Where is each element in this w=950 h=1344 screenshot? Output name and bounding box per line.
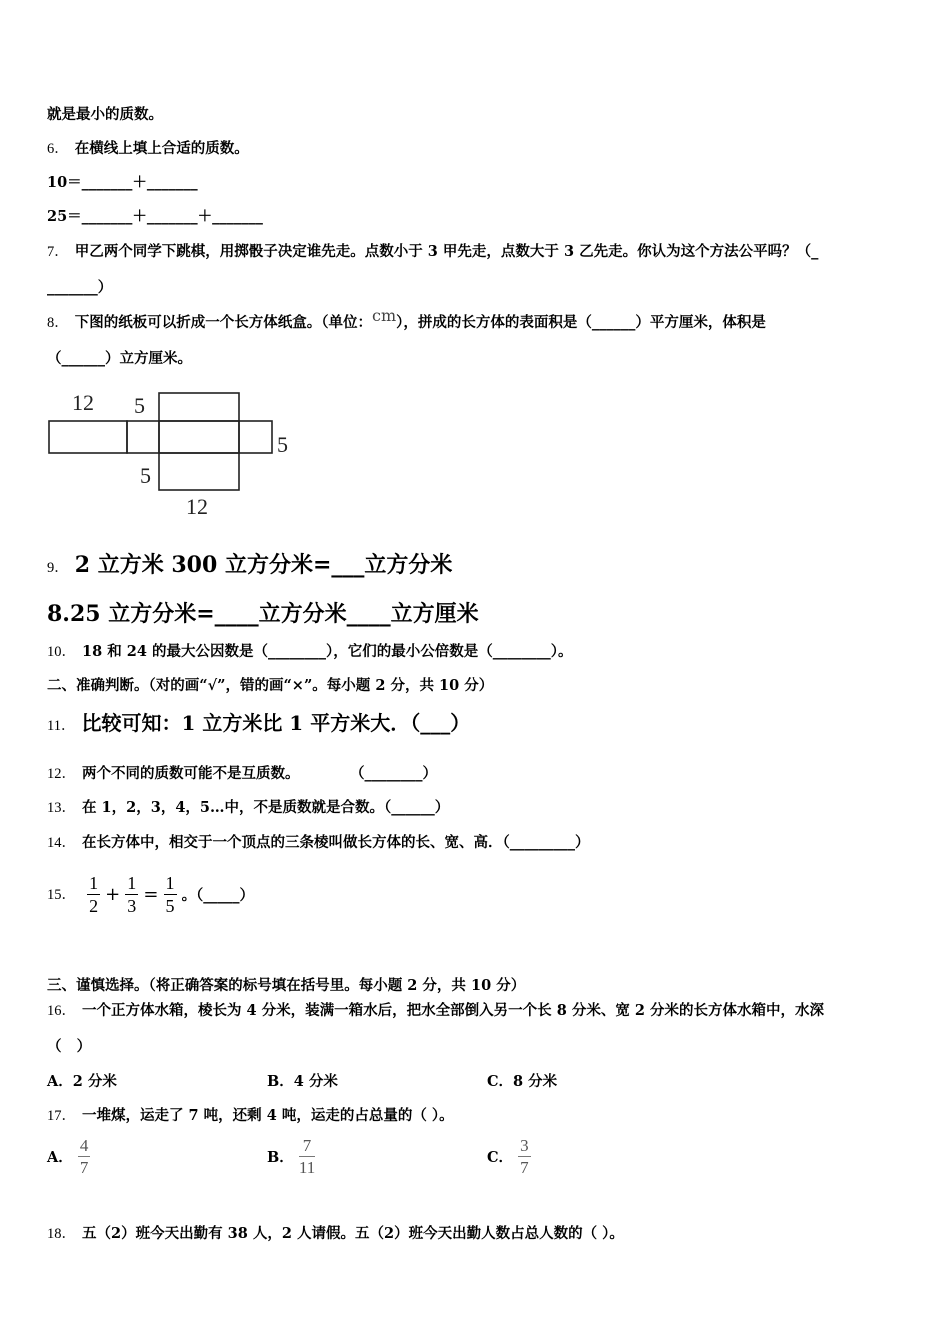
question-number: 6． [47, 141, 69, 157]
question-18 [47, 1222, 624, 1243]
question-text: 比较可知：1 立方米比 1 平方米大．（___） [81, 711, 471, 735]
question-17 [47, 1104, 454, 1125]
numerator: 1 [89, 873, 99, 893]
fraction [299, 1137, 315, 1176]
option-label: B． [267, 1149, 294, 1166]
text-line: 就是最小的质数。 [47, 106, 163, 123]
option-b [267, 1137, 315, 1176]
option-label: A． [47, 1149, 73, 1166]
question-number: 15． [47, 886, 76, 903]
operator: = [143, 884, 159, 905]
question-15 [47, 874, 254, 915]
question-11 [47, 707, 470, 736]
denominator: 2 [89, 896, 99, 916]
section-3-heading: 三、谨慎选择。（将正确答案的标号填在括号里。每小题 2 分，共 10 分） [47, 977, 526, 994]
question-8 [47, 306, 766, 332]
numerator: 7 [299, 1137, 315, 1157]
option-c: C．8 分米 [487, 1073, 558, 1090]
question-13 [47, 796, 449, 817]
fraction [125, 874, 138, 915]
question-number: 7． [47, 244, 69, 260]
section-2-heading: 二、准确判断。（对的画“√”，错的画“×”。每小题 2 分，共 10 分） [47, 677, 494, 694]
question-text: 在横线上填上合适的质数。 [74, 140, 249, 157]
numerator: 3 [520, 1136, 529, 1155]
fraction [518, 1137, 531, 1176]
question-text: 18 和 24 的最大公因数是（________），它们的最小公倍数是（________）。 [82, 643, 573, 660]
question-text: 下图的纸板可以折成一个长方体纸盒。（单位： [74, 314, 372, 331]
question-number: 11． [47, 718, 76, 734]
question-text-2: ），拼成的长方体的表面积是（______）平方厘米，体积是 [396, 314, 766, 331]
question-text: 一个正方体水箱，棱长为 4 分米，装满一箱水后，把水全部倒入另一个长 8 分米、宽 2 分米的长方体水箱中，水深 [82, 1002, 825, 1019]
net-face [239, 421, 272, 453]
net-label: 12 [72, 390, 94, 415]
denominator: 7 [79, 1158, 89, 1177]
question-number: 16． [47, 1003, 76, 1019]
option-a: A．2 分米 [47, 1073, 117, 1090]
question-text: 一堆煤，运走了 7 吨，还剩 4 吨，运走的占总量的（ ）。 [82, 1107, 454, 1124]
question-number: 10． [47, 644, 76, 660]
fraction [164, 874, 177, 915]
question-text: 。（_____） [181, 887, 255, 904]
option-c [487, 1137, 531, 1176]
net-face [127, 421, 159, 453]
q9-continuation: 8.25 立方分米=____立方分米____立方厘米 [47, 601, 479, 627]
question-number: 9． [47, 560, 69, 576]
question-9 [47, 548, 452, 579]
numerator: 1 [165, 873, 175, 893]
question-number: 13． [47, 800, 76, 816]
question-text: 五（2）班今天出勤有 38 人，2 人请假。五（2）班今天出勤人数占总人数的（ ）。 [82, 1225, 624, 1242]
q8-continuation: （______）立方厘米。 [47, 350, 192, 367]
q6-equation-b: 25＝_______＋_______＋_______ [47, 208, 263, 225]
numerator: 1 [127, 873, 137, 893]
box-net-diagram [44, 383, 304, 523]
question-14 [47, 831, 590, 852]
question-7 [47, 240, 818, 261]
numerator: 4 [79, 1136, 89, 1155]
q7-continuation: _______） [47, 279, 113, 296]
question-number: 18． [47, 1226, 76, 1242]
denominator: 11 [298, 1158, 316, 1177]
question-number: 8． [47, 315, 69, 331]
denominator: 3 [127, 896, 137, 916]
net-label: 12 [186, 494, 208, 519]
denominator: 7 [520, 1158, 529, 1177]
option-label: C． [487, 1149, 514, 1166]
option-b: B．4 分米 [267, 1073, 338, 1090]
net-face [159, 393, 239, 421]
option-a [47, 1137, 90, 1176]
question-16 [47, 999, 824, 1020]
denominator: 5 [165, 896, 175, 916]
question-text: 甲乙两个同学下跳棋，用掷骰子决定谁先走。点数小于 3 甲先走，点数大于 3 乙先走。你认为这个方法公平吗？（_ [74, 243, 819, 260]
question-text: 2 立方米 300 立方分米=___立方分米 [74, 552, 453, 578]
net-label: 5 [140, 463, 151, 488]
net-label: 5 [277, 432, 288, 457]
unit-label: cm [372, 306, 397, 325]
question-number: 14． [47, 835, 76, 851]
net-face [159, 421, 239, 453]
q16-continuation: （ ） [47, 1038, 92, 1055]
q6-equation-a: 10＝_______＋_______ [47, 174, 198, 191]
question-text: 在长方体中，相交于一个顶点的三条棱叫做长方体的长、宽、高．（_________） [82, 834, 590, 851]
question-text: 两个不同的质数可能不是互质数。 （________） [82, 765, 437, 782]
question-6 [47, 137, 249, 158]
net-face [49, 421, 127, 453]
question-number: 12． [47, 766, 76, 782]
operator: + [105, 884, 121, 905]
net-face [159, 453, 239, 490]
net-label: 5 [134, 393, 145, 418]
question-10 [47, 640, 573, 661]
fraction [87, 874, 100, 915]
question-number: 17． [47, 1108, 76, 1124]
fraction [78, 1137, 91, 1176]
question-12 [47, 762, 437, 783]
question-text: 在 1，2，3，4，5…中，不是质数就是合数。（______） [82, 799, 450, 816]
